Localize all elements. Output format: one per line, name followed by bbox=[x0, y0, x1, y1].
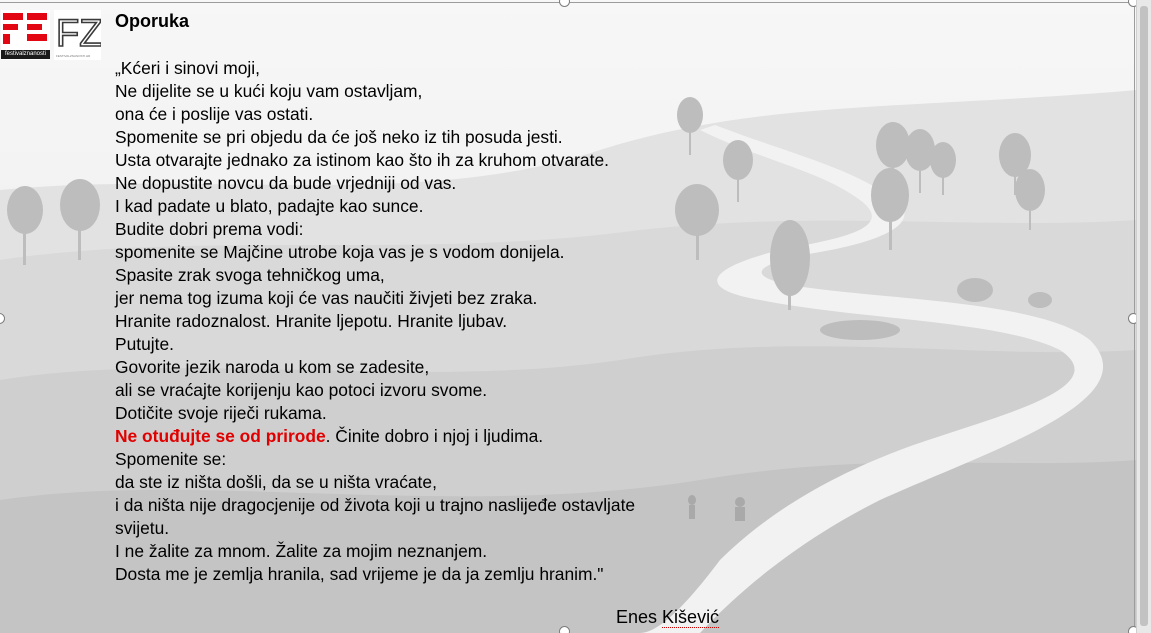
poem-line: Ne dijelite se u kući koju vam ostavljam, bbox=[115, 81, 423, 101]
poem-line: Ne dopustite novcu da bude vrjedniji od vas. bbox=[115, 173, 457, 193]
scrollbar-thumb[interactable] bbox=[1140, 6, 1148, 626]
fe-logo-icon bbox=[1, 10, 50, 50]
poem-line: Spasite zrak svoga tehničkog uma, bbox=[115, 265, 385, 285]
fz-logo-caption: FESTIVALZNANOSTI.HR bbox=[56, 54, 91, 58]
resize-handle-bottom[interactable] bbox=[559, 626, 570, 633]
highlighted-phrase: Ne otuđujte se od prirode bbox=[115, 426, 326, 446]
poem-line: Govorite jezik naroda u kom se zadesite, bbox=[115, 357, 430, 377]
logo-caption: festivalznanosti bbox=[1, 50, 50, 59]
highlight-rest: . Činite dobro i njoj i ljudima. bbox=[325, 426, 544, 446]
fz-logo bbox=[54, 10, 101, 60]
poem-line: „Kćeri i sinovi moji, bbox=[115, 58, 260, 78]
poem-line: Usta otvarajte jednako za istinom kao što ih za kruhom otvarate. bbox=[115, 150, 609, 170]
vertical-scrollbar[interactable] bbox=[1136, 0, 1151, 633]
poem-line: I ne žalite za mnom. Žalite za mojim neznanjem. bbox=[115, 541, 488, 561]
poem-title[interactable]: Oporuka bbox=[115, 11, 190, 31]
poem-line: i da ništa nije dragocjenije od života koji u trajno naslijeđe ostavljate bbox=[115, 495, 636, 515]
poem-line-highlight bbox=[115, 425, 715, 448]
poem-line: spomenite se Majčine utrobe koja vas je s vodom donijela. bbox=[115, 242, 565, 262]
poem-line: Dosta me je zemlja hranila, sad vrijeme je da ja zemlju hranim." bbox=[115, 564, 604, 584]
festival-znanosti-logo bbox=[1, 10, 50, 60]
fz-logo-icon bbox=[54, 10, 101, 54]
author-first-name: Enes bbox=[616, 607, 658, 627]
poem-line: da ste iz ništa došli, da se u ništa vraćate, bbox=[115, 472, 437, 492]
poem-line: Hranite radoznalost. Hranite ljepotu. Hranite ljubav. bbox=[115, 311, 508, 331]
poem-line: Dotičite svoje riječi rukama. bbox=[115, 403, 327, 423]
poem-line: Spomenite se: bbox=[115, 449, 227, 469]
poem-text-box[interactable] bbox=[115, 57, 715, 586]
author-last-name: Kišević bbox=[662, 607, 720, 627]
poem-line: I kad padate u blato, padajte kao sunce. bbox=[115, 196, 424, 216]
poem-line: Putujte. bbox=[115, 334, 174, 354]
poem-line: svijetu. bbox=[115, 518, 170, 538]
poem-line: jer nema tog izuma koji će vas naučiti živjeti bez zraka. bbox=[115, 288, 538, 308]
poem-line: Spomenite se pri objedu da će još neko iz tih posuda jesti. bbox=[115, 127, 563, 147]
fz-logo-mark: FZ bbox=[56, 13, 101, 54]
poem-line: ona će i poslije vas ostati. bbox=[115, 104, 314, 124]
poem-line: ali se vraćajte korijenju kao potoci izvoru svome. bbox=[115, 380, 488, 400]
poem-line: Budite dobri prema vodi: bbox=[115, 219, 304, 239]
poem-author[interactable] bbox=[616, 607, 719, 628]
